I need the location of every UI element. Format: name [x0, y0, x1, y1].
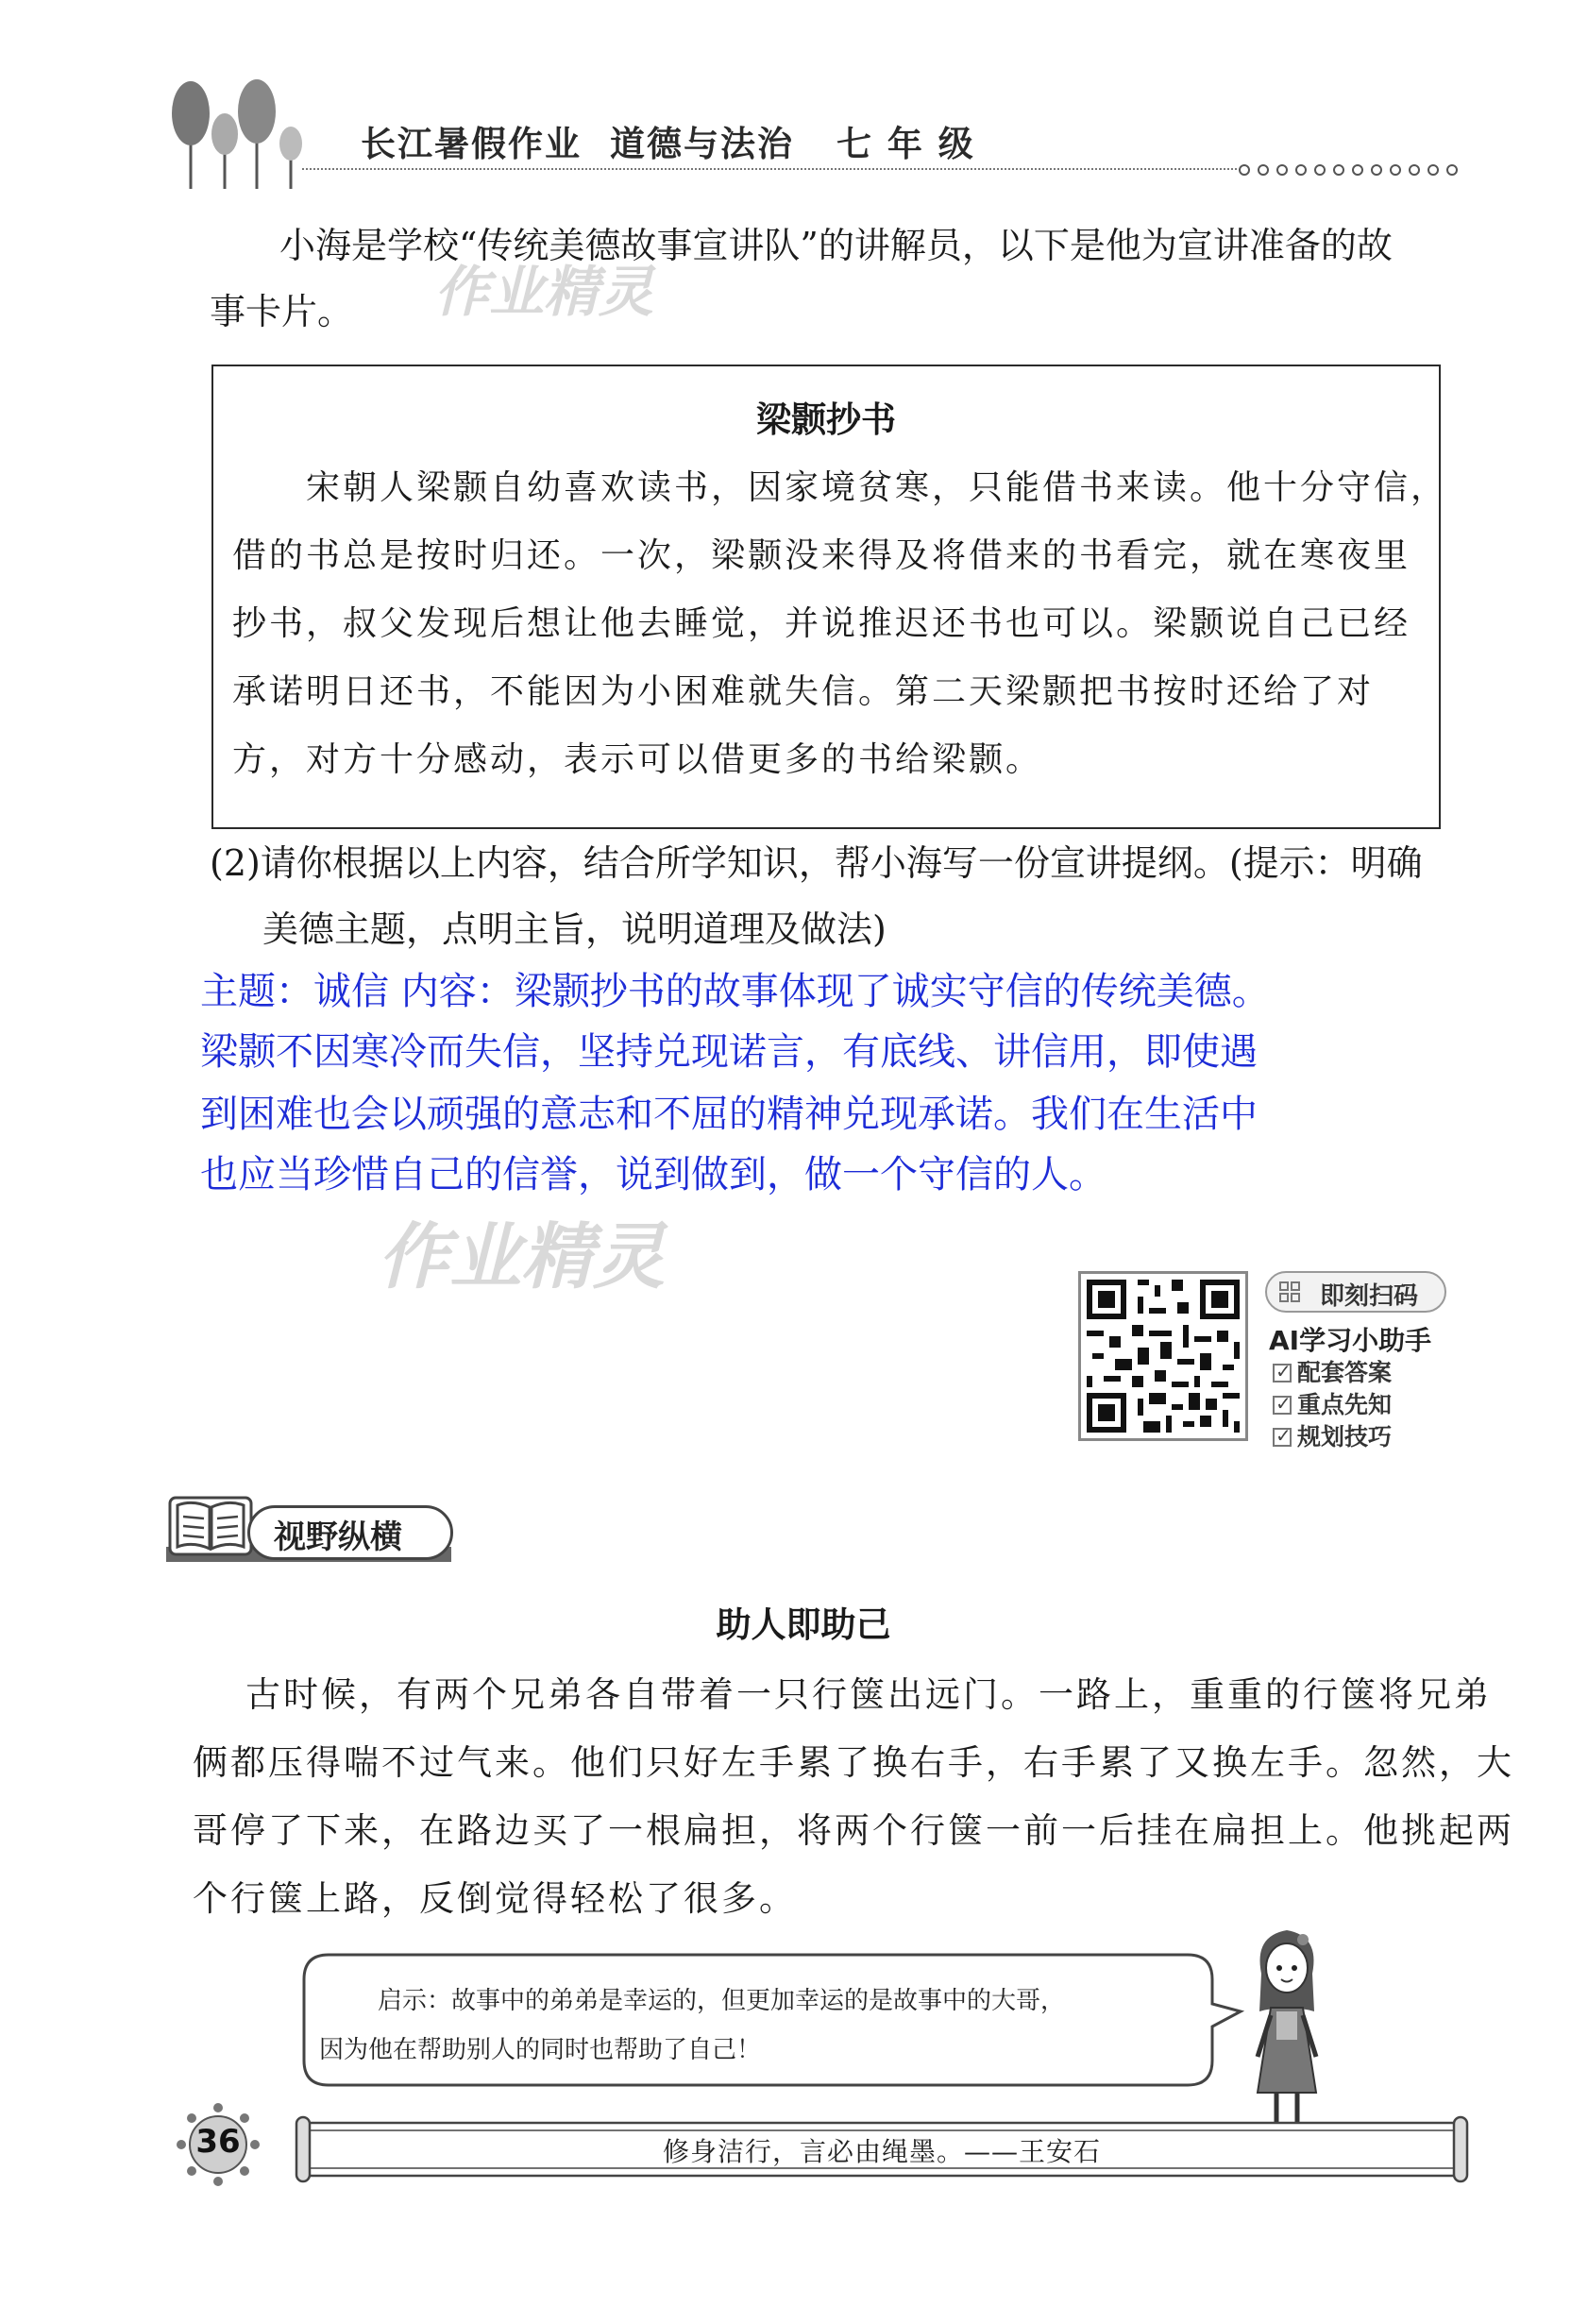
story-line-4: 承诺明日还书，不能因为小困难就失信。第二天梁颢把书按时还给了对 [232, 672, 1375, 711]
story-line-3: 抄书，叔父发现后想让他去睡觉，并说推迟还书也可以。梁颢说自己已经 [232, 604, 1411, 643]
answer-line-1: 主题：诚信 内容：梁颢抄书的故事体现了诚实守信的传统美德。 [200, 970, 1270, 1013]
qr-item-1 [1273, 1354, 1392, 1388]
header-subject: 道德与法治 [610, 124, 794, 164]
qr-scan-label: 即刻扫码 [1320, 1282, 1419, 1311]
checkbox-icon [1273, 1364, 1292, 1383]
intro-line-2: 事卡片。 [210, 291, 354, 332]
question-line-2: 美德主题，点明主旨，说明道理及做法) [262, 908, 887, 950]
answer-line-2: 梁颢不因寒冷而失信，坚持兑现诺言，有底线、讲信用，即使遇 [200, 1030, 1258, 1074]
speech-bubble [300, 1949, 1244, 2091]
page-number: 36 [195, 2123, 241, 2161]
qr-code[interactable] [1078, 1271, 1248, 1441]
scan-icon [1278, 1281, 1301, 1303]
header-trees-icon [170, 77, 312, 191]
qr-item-2-label: 重点先知 [1297, 1391, 1393, 1418]
question-line-1: (2)请你根据以上内容，结合所学知识，帮小海写一份宣讲提纲。(提示：明确 [210, 842, 1423, 884]
bubble-line-2: 因为他在帮助别人的同时也帮助了自己！ [319, 2036, 762, 2064]
qr-item-1-label: 配套答案 [1297, 1359, 1393, 1386]
story-line-5: 方，对方十分感动，表示可以借更多的书给梁颢。 [232, 740, 1043, 779]
header-grade: 七 年 级 [836, 124, 975, 164]
answer-line-4: 也应当珍惜自己的信誉，说到做到，做一个守信的人。 [200, 1153, 1107, 1196]
bubble-line-1: 启示：故事中的弟弟是幸运的，但更加幸运的是故事中的大哥， [378, 1987, 1066, 2015]
header-dots [1237, 162, 1463, 178]
story2-line-4: 个行箧上路，反倒觉得轻松了很多。 [193, 1878, 797, 1919]
story2-line-3: 哥停了下来，在路边买了一根扁担，将两个行箧一前一后挂在扁担上。他挑起两 [193, 1810, 1514, 1851]
story2-title: 助人即助己 [716, 1604, 891, 1645]
qr-item-2 [1273, 1386, 1392, 1420]
header-series-title: 长江暑假作业 [361, 124, 582, 164]
checkbox-icon [1273, 1396, 1292, 1415]
qr-item-3-label: 规划技巧 [1297, 1423, 1393, 1450]
qr-ai-title: AI学习小助手 [1269, 1325, 1432, 1356]
story-card-title: 梁颢抄书 [756, 399, 896, 440]
qr-code-icon [1081, 1274, 1245, 1438]
watermark-top: 作业精灵 [434, 260, 654, 324]
watermark-middle: 作业精灵 [378, 1214, 665, 1298]
intro-line-1: 小海是学校“传统美德故事宣讲队”的讲解员，以下是他为宣讲准备的故 [279, 225, 1393, 266]
story2-line-2: 俩都压得喘不过气来。他们只好左手累了换右手，右手累了又换左手。忽然，大 [193, 1742, 1514, 1783]
girl-illustration-icon [1244, 1917, 1329, 2134]
story-line-2: 借的书总是按时归还。一次，梁颢没来得及将借来的书看完，就在寒夜里 [232, 536, 1411, 575]
checkbox-icon [1273, 1428, 1292, 1447]
section-title: 视野纵横 [274, 1518, 402, 1556]
qr-item-3 [1273, 1418, 1392, 1452]
story-line-1: 宋朝人梁颢自幼喜欢读书，因家境贫寒，只能借书来读。他十分守信， [306, 468, 1448, 507]
story2-line-1: 古时候，有两个兄弟各自带着一只行箧出远门。一路上，重重的行箧将兄弟 [245, 1674, 1492, 1715]
open-book-icon [168, 1492, 253, 1558]
footer-quote: 修身洁行，言必由绳墨。——王安石 [662, 2136, 1101, 2167]
answer-line-3: 到困难也会以顽强的意志和不屈的精神兑现承诺。我们在生活中 [200, 1093, 1258, 1136]
header-divider [302, 168, 1237, 170]
